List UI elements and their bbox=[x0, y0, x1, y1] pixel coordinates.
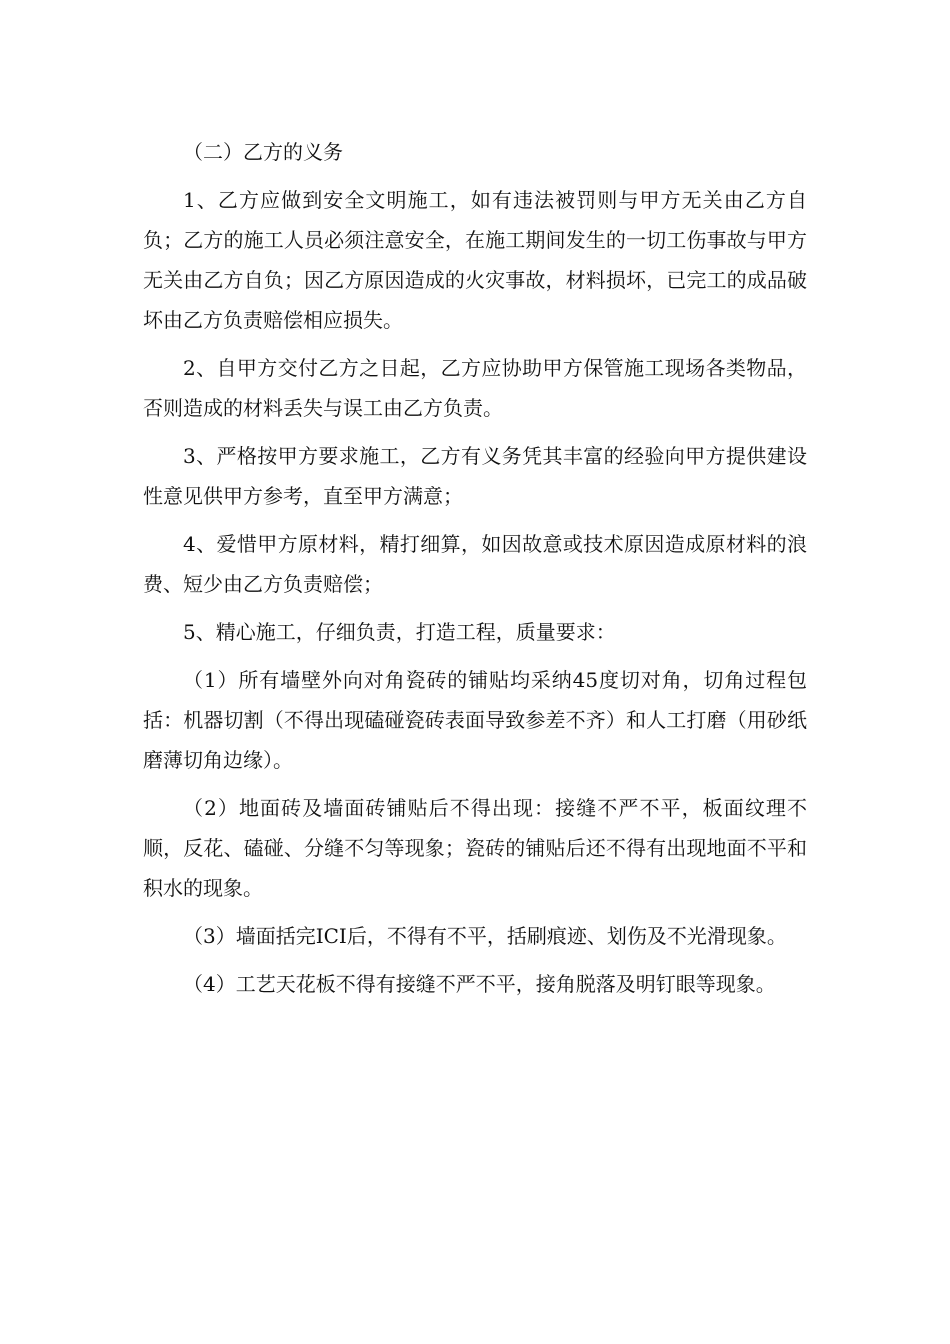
paragraph-5-1: （1）所有墙壁外向对角瓷砖的铺贴均采纳45度切对角，切角过程包括：机器切割（不得出现磕碰瓷砖表面导致参差不齐）和人工打磨（用砂纸磨薄切角边缘）。 bbox=[143, 668, 807, 772]
document-body bbox=[143, 132, 807, 1012]
paragraph-5: 5、精心施工，仔细负责，打造工程，质量要求： bbox=[183, 620, 616, 644]
paragraph-3: 3、严格按甲方要求施工，乙方有义务凭其丰富的经验向甲方提供建设性意见供甲方参考，直至甲方满意； bbox=[143, 444, 807, 508]
paragraph-4: 4、爱惜甲方原材料，精打细算，如因故意或技术原因造成原材料的浪费、短少由乙方负责赔偿； bbox=[143, 532, 807, 596]
paragraph-5-2: （2）地面砖及墙面砖铺贴后不得出现：接缝不严不平，板面纹理不顺，反花、磕碰、分缝不匀等现象；瓷砖的铺贴后还不得有出现地面不平和积水的现象。 bbox=[143, 796, 807, 900]
paragraph-5-4: （4）工艺天花板不得有接缝不严不平，接角脱落及明钉眼等现象。 bbox=[183, 972, 776, 996]
paragraph-5-3: （3）墙面括完ICI后，不得有不平，括刷痕迹、划伤及不光滑现象。 bbox=[183, 924, 787, 948]
section-heading: （二）乙方的义务 bbox=[183, 140, 343, 164]
paragraph-1: 1、乙方应做到安全文明施工，如有违法被罚则与甲方无关由乙方自负；乙方的施工人员必须注意安全，在施工期间发生的一切工伤事故与甲方无关由乙方自负；因乙方原因造成的火灾事故，材料损坏，已完工的成品破坏由乙方负责赔偿相应损失。 bbox=[143, 188, 807, 332]
paragraph-2: 2、自甲方交付乙方之日起，乙方应协助甲方保管施工现场各类物品，否则造成的材料丢失与误工由乙方负责。 bbox=[143, 356, 807, 420]
